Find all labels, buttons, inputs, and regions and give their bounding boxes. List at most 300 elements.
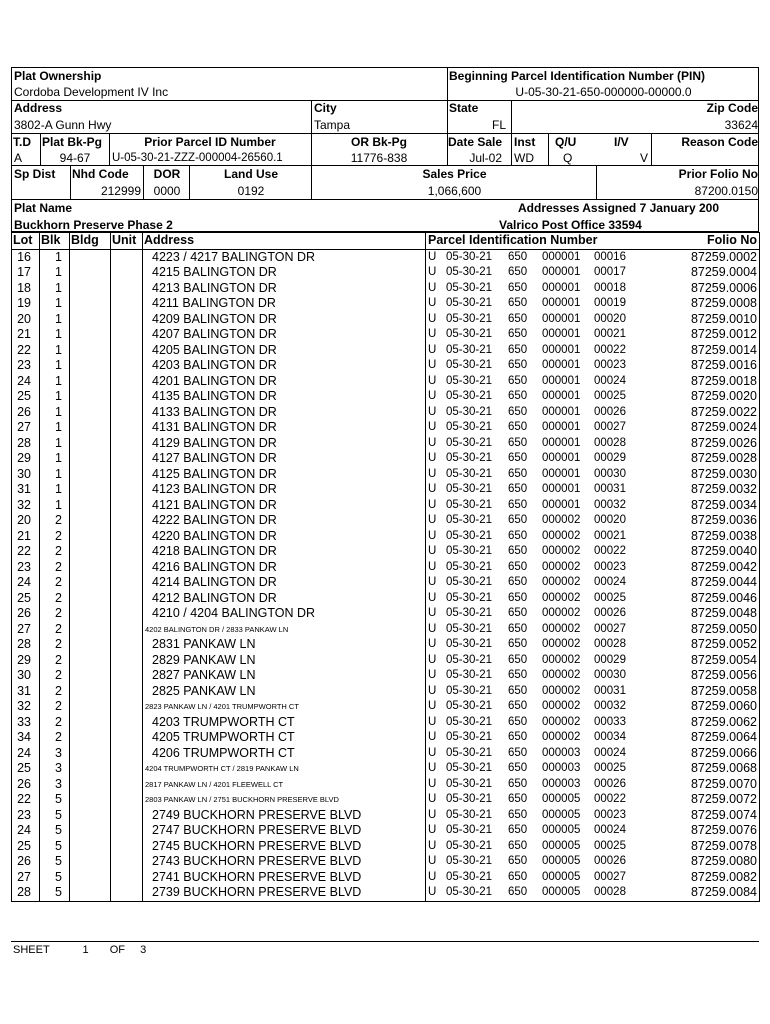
pin-cell (426, 808, 671, 824)
table-row (12, 327, 760, 343)
pin-part: 650 (508, 839, 528, 852)
address-cell: 4209 BALINGTON DR (143, 312, 426, 328)
lot-cell: 16 (12, 249, 40, 265)
folio-cell: 87259.0062 (671, 715, 760, 731)
pin-cell (426, 560, 671, 576)
pin-part: 05-30-21 (446, 638, 493, 651)
pin-part: 00026 (594, 607, 626, 620)
address-cell: 2829 PANKAW LN (143, 653, 426, 669)
pin-cell (426, 265, 671, 281)
address-cell: 2831 PANKAW LN (143, 637, 426, 653)
folio-cell: 87259.0044 (671, 575, 760, 591)
spdist-label: Sp Dist (14, 167, 56, 181)
unit-cell (111, 870, 143, 886)
pin-part: 000001 (542, 312, 581, 325)
address-cell: 4220 BALINGTON DR (143, 529, 426, 545)
pin-part: 650 (508, 312, 528, 325)
pin-part: 000001 (542, 483, 581, 496)
pin-part: 000005 (542, 824, 581, 837)
bldg-cell (70, 885, 111, 901)
of-label: OF (109, 944, 126, 956)
pin-part: 650 (508, 808, 528, 821)
address-cell: 4223 / 4217 BALINGTON DR (143, 249, 426, 265)
bldg-cell (70, 343, 111, 359)
folio-cell: 87259.0028 (671, 451, 760, 467)
unit-cell (111, 761, 143, 777)
pin-part: 000001 (542, 250, 581, 263)
pin-part: 05-30-21 (446, 467, 493, 480)
pin-cell (426, 249, 671, 265)
blk-cell: 2 (40, 529, 70, 545)
lot-cell: 30 (12, 668, 40, 684)
address-cell: 2749 BUCKHORN PRESERVE BLVD (143, 808, 426, 824)
pin-part: 000005 (542, 839, 581, 852)
pin-part: 00024 (594, 576, 626, 589)
pin-part: 00021 (594, 328, 626, 341)
table-row (12, 498, 760, 514)
pin-part: 00018 (594, 281, 626, 294)
pin-part: 05-30-21 (446, 359, 493, 372)
folio-cell: 87259.0026 (671, 436, 760, 452)
folio-cell: 87259.0010 (671, 312, 760, 328)
bldg-cell (70, 560, 111, 576)
pin-part: U (428, 390, 437, 403)
pin-part: U (428, 638, 437, 651)
pin-part: 000002 (542, 576, 581, 589)
table-row (12, 405, 760, 421)
pin-part: 000001 (542, 467, 581, 480)
unit-cell (111, 653, 143, 669)
pin-part: 650 (508, 560, 528, 573)
pin-cell (426, 870, 671, 886)
pin-cell (426, 296, 671, 312)
pin-part: 00021 (594, 529, 626, 542)
pin-part: 650 (508, 653, 528, 666)
pin-part: 000001 (542, 297, 581, 310)
pin-part: 650 (508, 591, 528, 604)
pin-part: U (428, 405, 437, 418)
pin-part: U (428, 777, 437, 790)
pin-cell (426, 684, 671, 700)
pin-cell (426, 637, 671, 653)
folio-cell: 87259.0084 (671, 885, 760, 901)
address-value: 3802-A Gunn Hwy (14, 118, 112, 132)
pin-part: 05-30-21 (446, 250, 493, 263)
pin-cell (426, 451, 671, 467)
folio-cell: 87259.0018 (671, 374, 760, 390)
pin-cell (426, 374, 671, 390)
address-cell: 4121 BALINGTON DR (143, 498, 426, 514)
pin-part: 00028 (594, 436, 626, 449)
sheet-label: SHEET (13, 944, 50, 956)
table-row (12, 854, 760, 870)
unit-cell (111, 482, 143, 498)
folio-cell: 87259.0056 (671, 668, 760, 684)
table-row (12, 637, 760, 653)
lot-cell: 25 (12, 839, 40, 855)
folio-cell: 87259.0024 (671, 420, 760, 436)
unit-cell (111, 420, 143, 436)
pin-cell (426, 792, 671, 808)
pin-part: 05-30-21 (446, 576, 493, 589)
pin-cell (426, 420, 671, 436)
table-row (12, 265, 760, 281)
dor-value: 0000 (153, 184, 181, 198)
pin-part: 650 (508, 793, 528, 806)
pin-part: U (428, 793, 437, 806)
blk-cell: 5 (40, 808, 70, 824)
pin-part: U (428, 281, 437, 294)
zip-value: 33624 (724, 118, 758, 132)
bldg-cell (70, 498, 111, 514)
lot-cell: 20 (12, 312, 40, 328)
bldg-cell (70, 746, 111, 762)
lot-cell: 21 (12, 327, 40, 343)
pin-part: 000005 (542, 808, 581, 821)
table-row (12, 296, 760, 312)
pin-part: 05-30-21 (446, 622, 493, 635)
pin-cell (426, 482, 671, 498)
unit-cell (111, 249, 143, 265)
blk-cell: 2 (40, 699, 70, 715)
pin-cell (426, 312, 671, 328)
pin-part: 000003 (542, 746, 581, 759)
blk-cell: 2 (40, 637, 70, 653)
lot-cell: 28 (12, 436, 40, 452)
pin-part: U (428, 545, 437, 558)
owner-value: Cordoba Development IV Inc (14, 85, 169, 99)
prior-folio-label: Prior Folio No (678, 167, 758, 181)
unit-cell (111, 777, 143, 793)
pin-part: 650 (508, 359, 528, 372)
address-cell: 4203 BALINGTON DR (143, 358, 426, 374)
plat-name-value: Buckhorn Preserve Phase 2 (14, 218, 173, 232)
pin-part: 000002 (542, 715, 581, 728)
plat-name-label: Plat Name (14, 201, 73, 215)
pin-part: 05-30-21 (446, 824, 493, 837)
bldg-cell (70, 467, 111, 483)
folio-cell: 87259.0052 (671, 637, 760, 653)
folio-cell: 87259.0058 (671, 684, 760, 700)
pin-part: 00028 (594, 638, 626, 651)
date-value: Jul-02 (469, 151, 502, 165)
pin-part: 00030 (594, 467, 626, 480)
folio-cell: 87259.0064 (671, 730, 760, 746)
address-cell: 4203 TRUMPWORTH CT (143, 715, 426, 731)
bldg-cell (70, 358, 111, 374)
lot-cell: 17 (12, 265, 40, 281)
pin-part: 00024 (594, 824, 626, 837)
bldg-cell (70, 296, 111, 312)
lot-cell: 22 (12, 792, 40, 808)
pin-part: 05-30-21 (446, 297, 493, 310)
qu-value: Q (563, 151, 573, 165)
pin-part: 650 (508, 483, 528, 496)
sales-value: 1,066,600 (427, 184, 482, 198)
address-cell: 4202 BALINGTON DR / 2833 PANKAW LN (143, 622, 426, 638)
lot-cell: 25 (12, 389, 40, 405)
pin-part: 650 (508, 622, 528, 635)
unit-cell (111, 265, 143, 281)
lot-cell: 23 (12, 560, 40, 576)
folio-cell: 87259.0008 (671, 296, 760, 312)
pin-cell (426, 885, 671, 901)
pin-cell (426, 498, 671, 514)
pin-part: 000001 (542, 281, 581, 294)
pin-part: 650 (508, 684, 528, 697)
col-folio: Folio No (671, 233, 760, 250)
pin-part: 000001 (542, 421, 581, 434)
unit-cell (111, 343, 143, 359)
folio-cell: 87259.0020 (671, 389, 760, 405)
lot-cell: 26 (12, 854, 40, 870)
bldg-cell (70, 668, 111, 684)
lot-cell: 22 (12, 544, 40, 560)
blk-cell: 2 (40, 544, 70, 560)
pin-part: 650 (508, 855, 528, 868)
pin-part: U (428, 700, 437, 713)
blk-cell: 1 (40, 358, 70, 374)
unit-cell (111, 513, 143, 529)
table-row (12, 482, 760, 498)
unit-cell (111, 451, 143, 467)
pin-part: 00024 (594, 746, 626, 759)
unit-cell (111, 854, 143, 870)
pin-part: 650 (508, 266, 528, 279)
pin-part: 00023 (594, 560, 626, 573)
address-cell: 4210 / 4204 BALINGTON DR (143, 606, 426, 622)
lot-cell: 33 (12, 715, 40, 731)
folio-cell: 87259.0040 (671, 544, 760, 560)
pin-part: 650 (508, 669, 528, 682)
pin-cell (426, 327, 671, 343)
address-cell: 4218 BALINGTON DR (143, 544, 426, 560)
pin-part: 650 (508, 328, 528, 341)
pin-part: 650 (508, 638, 528, 651)
lot-cell: 27 (12, 420, 40, 436)
pin-part: 00022 (594, 793, 626, 806)
blk-cell: 1 (40, 296, 70, 312)
table-row (12, 823, 760, 839)
pin-part: 00027 (594, 421, 626, 434)
pin-part: 650 (508, 731, 528, 744)
blk-cell: 3 (40, 761, 70, 777)
pin-part: U (428, 374, 437, 387)
pin-label: Beginning Parcel Identification Number (PIN) (449, 69, 706, 83)
pin-part: 650 (508, 297, 528, 310)
table-row (12, 389, 760, 405)
address-cell: 4215 BALINGTON DR (143, 265, 426, 281)
unit-cell (111, 792, 143, 808)
pin-part: U (428, 622, 437, 635)
pin-part: U (428, 824, 437, 837)
pin-part: U (428, 312, 437, 325)
pin-part: 650 (508, 467, 528, 480)
pin-part: 05-30-21 (446, 390, 493, 403)
bldg-cell (70, 327, 111, 343)
lot-cell: 26 (12, 405, 40, 421)
folio-cell: 87259.0046 (671, 591, 760, 607)
bldg-cell (70, 451, 111, 467)
unit-cell (111, 436, 143, 452)
folio-cell: 87259.0036 (671, 513, 760, 529)
bldg-cell (70, 622, 111, 638)
pin-part: 000002 (542, 622, 581, 635)
bldg-cell (70, 436, 111, 452)
blk-cell: 5 (40, 792, 70, 808)
unit-cell (111, 405, 143, 421)
pin-part: 05-30-21 (446, 452, 493, 465)
table-row (12, 436, 760, 452)
lot-cell: 27 (12, 870, 40, 886)
bldg-cell (70, 606, 111, 622)
pin-part: 650 (508, 777, 528, 790)
pin-part: 000001 (542, 390, 581, 403)
pin-part: 000002 (542, 514, 581, 527)
bldg-cell (70, 637, 111, 653)
pin-part: 00020 (594, 514, 626, 527)
pin-part: U (428, 498, 437, 511)
folio-cell: 87259.0068 (671, 761, 760, 777)
pin-part: 00023 (594, 808, 626, 821)
lot-cell: 23 (12, 358, 40, 374)
lot-cell: 25 (12, 761, 40, 777)
unit-cell (111, 622, 143, 638)
table-row (12, 529, 760, 545)
pin-part: 650 (508, 762, 528, 775)
bldg-cell (70, 792, 111, 808)
pin-part: 00029 (594, 653, 626, 666)
pin-part: 00032 (594, 700, 626, 713)
pin-cell (426, 823, 671, 839)
platbk-label: Plat Bk-Pg (42, 135, 103, 149)
bldg-cell (70, 761, 111, 777)
pin-part: 650 (508, 576, 528, 589)
iv-value: V (639, 151, 648, 165)
table-row (12, 374, 760, 390)
pin-part: 650 (508, 514, 528, 527)
prior-folio-value: 87200.0150 (694, 184, 758, 198)
pin-part: U (428, 591, 437, 604)
blk-cell: 1 (40, 265, 70, 281)
pin-cell (426, 544, 671, 560)
pin-part: 000001 (542, 359, 581, 372)
address-cell: 2747 BUCKHORN PRESERVE BLVD (143, 823, 426, 839)
pin-part: 00022 (594, 343, 626, 356)
state-value: FL (491, 118, 506, 132)
pin-part: U (428, 560, 437, 573)
table-row (12, 808, 760, 824)
table-row (12, 591, 760, 607)
address-cell: 4125 BALINGTON DR (143, 467, 426, 483)
pin-part: 05-30-21 (446, 653, 493, 666)
bldg-cell (70, 389, 111, 405)
pin-part: 05-30-21 (446, 731, 493, 744)
address-cell: 4123 BALINGTON DR (143, 482, 426, 498)
pin-part: 05-30-21 (446, 715, 493, 728)
pin-part: 000002 (542, 653, 581, 666)
pin-part: 650 (508, 281, 528, 294)
table-row (12, 761, 760, 777)
table-row (12, 343, 760, 359)
folio-cell: 87259.0076 (671, 823, 760, 839)
blk-cell: 2 (40, 575, 70, 591)
pin-part: U (428, 855, 437, 868)
post-office: Valrico Post Office 33594 (499, 218, 642, 232)
pin-part: 05-30-21 (446, 545, 493, 558)
pin-part: 650 (508, 421, 528, 434)
pin-cell (426, 575, 671, 591)
pin-part: 000005 (542, 886, 581, 899)
table-row (12, 699, 760, 715)
lot-cell: 30 (12, 467, 40, 483)
table-row (12, 560, 760, 576)
pin-part: 05-30-21 (446, 669, 493, 682)
pin-part: U (428, 452, 437, 465)
lot-cell: 29 (12, 653, 40, 669)
address-cell: 2817 PANKAW LN / 4201 FLEEWELL CT (143, 777, 426, 793)
pin-part: 650 (508, 607, 528, 620)
pin-part: 650 (508, 545, 528, 558)
orbk-label: OR Bk-Pg (350, 135, 407, 149)
pin-part: 650 (508, 436, 528, 449)
pin-part: 000002 (542, 684, 581, 697)
pin-part: 00016 (594, 250, 626, 263)
unit-cell (111, 715, 143, 731)
lot-cell: 24 (12, 746, 40, 762)
bldg-cell (70, 281, 111, 297)
blk-cell: 5 (40, 870, 70, 886)
pin-part: 00031 (594, 483, 626, 496)
blk-cell: 5 (40, 885, 70, 901)
pin-cell (426, 622, 671, 638)
table-row (12, 467, 760, 483)
table-row (12, 606, 760, 622)
pin-part: 05-30-21 (446, 591, 493, 604)
pin-part: 00034 (594, 731, 626, 744)
inst-label: Inst (514, 135, 536, 149)
state-label: State (449, 101, 479, 115)
pin-part: 05-30-21 (446, 266, 493, 279)
folio-cell: 87259.0034 (671, 498, 760, 514)
blk-cell: 2 (40, 715, 70, 731)
address-cell: 2825 PANKAW LN (143, 684, 426, 700)
lot-cell: 22 (12, 343, 40, 359)
blk-cell: 2 (40, 622, 70, 638)
unit-cell (111, 544, 143, 560)
pin-part: 05-30-21 (446, 374, 493, 387)
blk-cell: 2 (40, 730, 70, 746)
table-row (12, 420, 760, 436)
pin-part: 00026 (594, 855, 626, 868)
table-row (12, 684, 760, 700)
blk-cell: 3 (40, 777, 70, 793)
pin-part: 650 (508, 529, 528, 542)
pin-part: 000002 (542, 529, 581, 542)
address-cell: 4135 BALINGTON DR (143, 389, 426, 405)
blk-cell: 5 (40, 854, 70, 870)
pin-part: 05-30-21 (446, 886, 493, 899)
prior-pid-value: U-05-30-21-ZZZ-000004-26560.1 (112, 152, 283, 164)
sheet-total: 3 (140, 944, 147, 956)
blk-cell: 1 (40, 498, 70, 514)
plat-sheet (11, 67, 759, 902)
pin-part: U (428, 529, 437, 542)
table-row (12, 885, 760, 901)
pin-part: 000002 (542, 700, 581, 713)
bldg-cell (70, 544, 111, 560)
address-cell: 4212 BALINGTON DR (143, 591, 426, 607)
